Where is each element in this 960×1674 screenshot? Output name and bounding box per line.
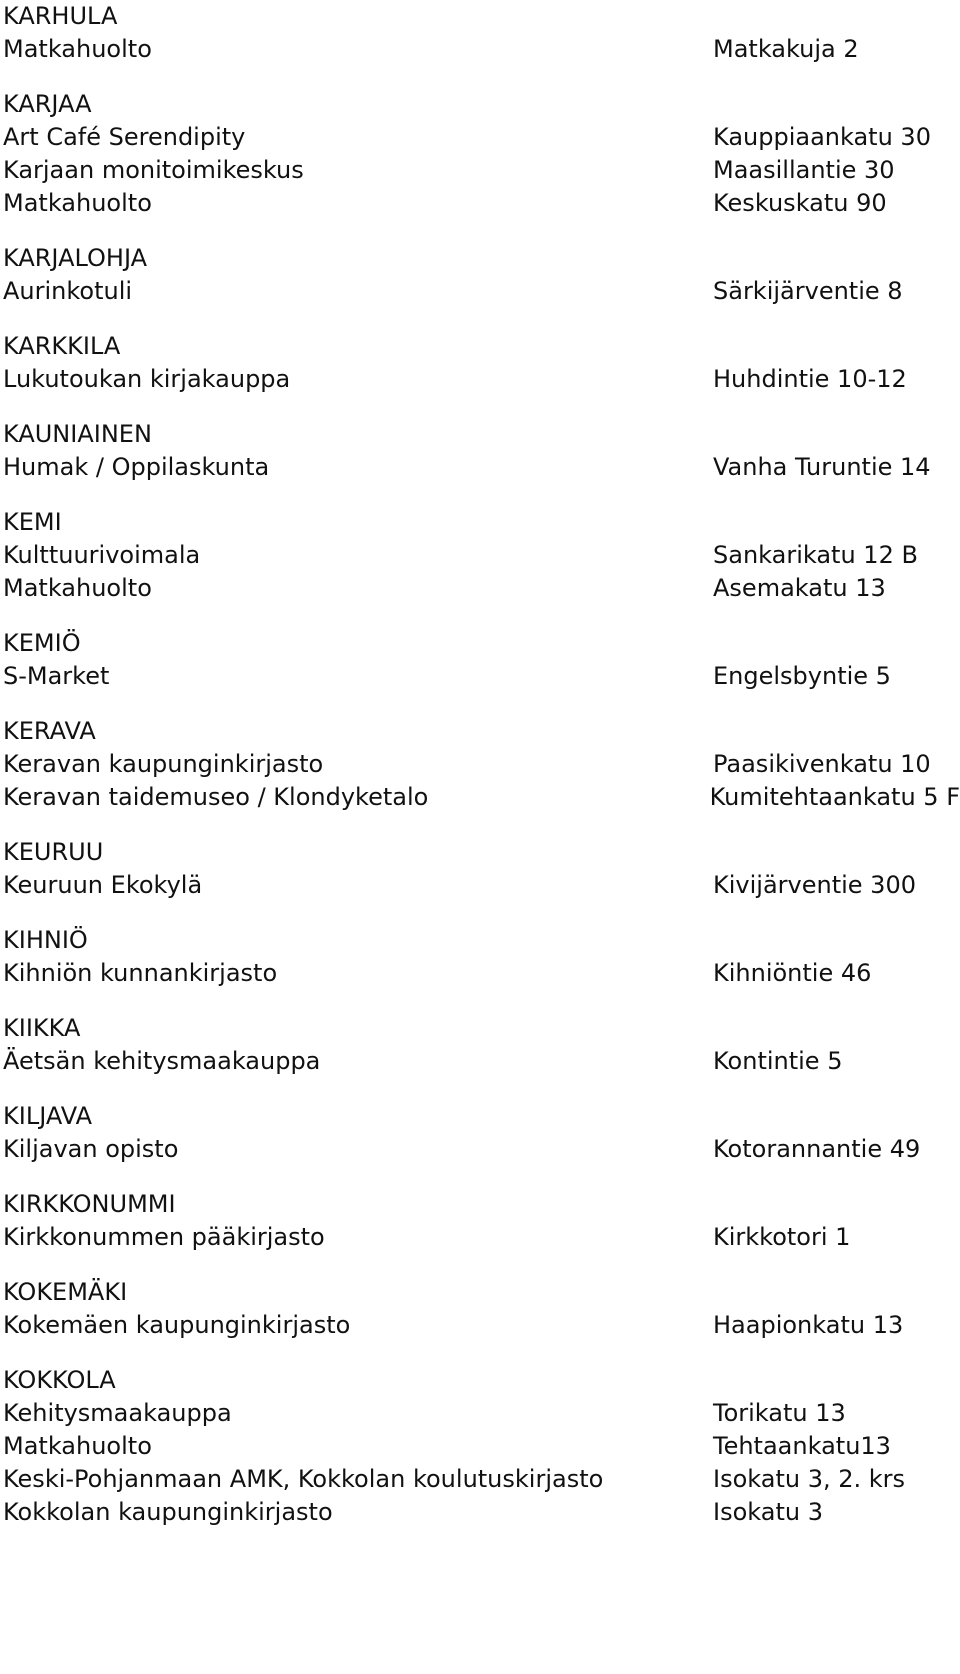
city-heading: KARKKILA [3,332,121,360]
city-group [3,715,960,814]
city-group [3,924,960,990]
location-entry [3,1133,960,1166]
location-name: Äetsän kehitysmaakauppa [3,1047,321,1075]
location-entry [3,363,960,396]
city-heading: KEMI [3,508,62,536]
city-heading: KIHNIÖ [3,926,88,954]
location-name: Matkahuolto [3,574,152,602]
location-entry [3,1496,960,1529]
location-address: Matkakuja 2 [713,35,859,63]
location-address: Asemakatu 13 [713,574,886,602]
location-entry [3,187,960,220]
city-heading: KARJAA [3,90,92,118]
location-name: Keravan taidemuseo / Klondyketalo [3,783,429,811]
location-address: Sankarikatu 12 B [713,541,918,569]
city-heading: KOKEMÄKI [3,1278,128,1306]
location-name: Art Café Serendipity [3,123,246,151]
location-address: Kontintie 5 [713,1047,843,1075]
location-name: Matkahuolto [3,1432,152,1460]
location-entry [3,451,960,484]
city-heading: KAUNIAINEN [3,420,152,448]
location-name: Kulttuurivoimala [3,541,201,569]
location-entry [3,660,960,693]
location-name: Kihniön kunnankirjasto [3,959,278,987]
location-entry [3,33,960,66]
location-name: Humak / Oppilaskunta [3,453,270,481]
location-entry [3,154,960,187]
location-address: Vanha Turuntie 14 [713,453,931,481]
location-name: Matkahuolto [3,35,152,63]
location-name: Kiljavan opisto [3,1135,179,1163]
location-entry [3,1430,960,1463]
city-heading: KEMIÖ [3,629,81,657]
location-address: Kumitehtaankatu 5 F [709,783,960,811]
city-heading: KERAVA [3,717,96,745]
location-entry [3,121,960,154]
location-address: Torikatu 13 [713,1399,846,1427]
city-group [3,418,960,484]
location-name: Matkahuolto [3,189,152,217]
location-name: Aurinkotuli [3,277,133,305]
location-entry [3,748,960,781]
location-address: Engelsbyntie 5 [713,662,891,690]
location-address: Haapionkatu 13 [713,1311,904,1339]
city-group [3,88,960,220]
location-name: Keravan kaupunginkirjasto [3,750,324,778]
location-address: Huhdintie 10-12 [713,365,907,393]
city-heading: KOKKOLA [3,1366,116,1394]
city-heading: KIIKKA [3,1014,81,1042]
city-heading: KARHULA [3,2,118,30]
location-address: Kirkkotori 1 [713,1223,851,1251]
location-entry [3,957,960,990]
location-name: Keuruun Ekokylä [3,871,203,899]
location-name: Kokkolan kaupunginkirjasto [3,1498,333,1526]
location-entry [3,781,960,814]
city-group [3,506,960,605]
location-address: Maasillantie 30 [713,156,895,184]
location-address: Kivijärventie 300 [713,871,916,899]
location-address: Kihniöntie 46 [713,959,872,987]
location-address: Keskuskatu 90 [713,189,887,217]
location-entry [3,275,960,308]
location-entry [3,1045,960,1078]
city-heading: KEURUU [3,838,104,866]
city-heading: KILJAVA [3,1102,93,1130]
city-heading: KIRKKONUMMI [3,1190,176,1218]
location-entry [3,1309,960,1342]
location-name: Keski-Pohjanmaan AMK, Kokkolan koulutuskirjasto [3,1465,604,1493]
location-name: Kehitysmaakauppa [3,1399,232,1427]
city-group [3,330,960,396]
location-address: Särkijärventie 8 [713,277,903,305]
city-group [3,1364,960,1529]
city-group [3,242,960,308]
location-address: Tehtaankatu13 [713,1432,891,1460]
city-group [3,1276,960,1342]
location-name: Lukutoukan kirjakauppa [3,365,291,393]
city-group [3,0,960,66]
location-name: Kirkkonummen pääkirjasto [3,1223,325,1251]
location-entry [3,539,960,572]
location-entry [3,1463,960,1496]
location-entry [3,869,960,902]
city-heading: KARJALOHJA [3,244,148,272]
location-name: Kokemäen kaupunginkirjasto [3,1311,351,1339]
location-address: Paasikivenkatu 10 [713,750,931,778]
location-address: Isokatu 3, 2. krs [713,1465,906,1493]
city-group [3,1100,960,1166]
location-address: Isokatu 3 [713,1498,823,1526]
city-group [3,1012,960,1078]
city-group [3,1188,960,1254]
city-group [3,627,960,693]
location-entry [3,572,960,605]
location-entry [3,1397,960,1430]
city-group [3,836,960,902]
location-address: Kauppiaankatu 30 [713,123,931,151]
location-name: S-Market [3,662,110,690]
location-entry [3,1221,960,1254]
location-name: Karjaan monitoimikeskus [3,156,304,184]
location-address: Kotorannantie 49 [713,1135,921,1163]
